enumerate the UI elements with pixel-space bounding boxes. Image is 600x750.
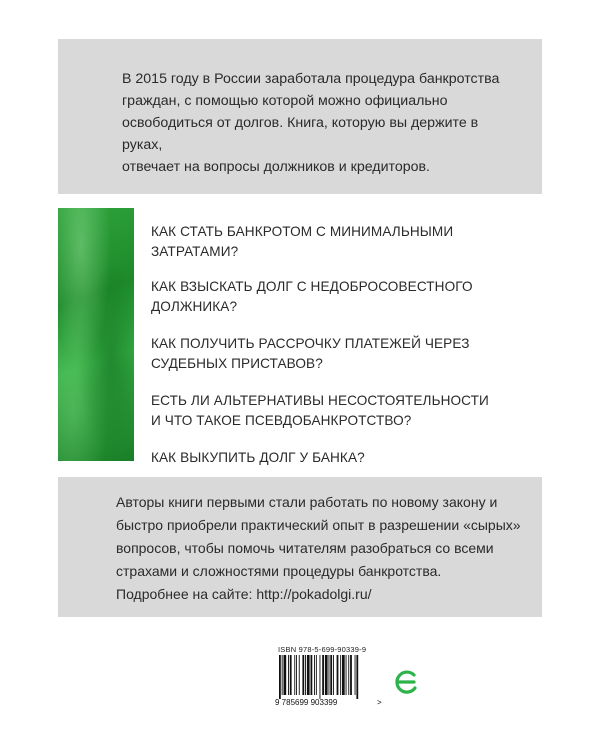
barcode-bar xyxy=(325,655,328,695)
barcode-bar xyxy=(340,655,341,695)
annotation-line: отвечает на вопросы должников и кредиторов. xyxy=(122,159,431,175)
green-decorative-strip xyxy=(58,208,134,461)
barcode-bar xyxy=(346,655,347,695)
question-line: И ЧТО ТАКОЕ ПСЕВДОБАНКРОТСТВО? xyxy=(151,413,412,428)
barcode-bar xyxy=(296,655,297,695)
barcode-bar xyxy=(288,655,289,695)
barcode-bar xyxy=(329,655,330,695)
authors-line: страхами и сложностями процедуры банкротства. xyxy=(116,563,442,579)
barcode xyxy=(273,655,385,707)
barcode-bar xyxy=(348,655,349,695)
question-line: ДОЛЖНИКА? xyxy=(151,299,238,314)
barcode-digits: 9 785699 903399 xyxy=(275,698,338,707)
barcode-bar xyxy=(330,655,332,695)
barcode-bar xyxy=(355,655,356,695)
question-item xyxy=(151,277,531,317)
eksmo-logo-icon xyxy=(393,669,419,695)
question-item xyxy=(151,222,531,262)
barcode-bar xyxy=(350,655,352,695)
barcode-bar xyxy=(294,655,295,695)
questions-list xyxy=(151,222,531,485)
barcode-bar xyxy=(284,655,287,695)
barcode-bar xyxy=(299,655,300,695)
barcode-bar xyxy=(282,655,283,695)
question-line: ЕСТЬ ЛИ АЛЬТЕРНАТИВЫ НЕСОСТОЯТЕЛЬНОСТИ xyxy=(151,393,489,408)
question-line: СУДЕБНЫХ ПРИСТАВОВ? xyxy=(151,356,323,371)
authors-box xyxy=(58,477,542,617)
barcode-bar xyxy=(314,655,315,695)
question-line: КАК ВЫКУПИТЬ ДОЛГ У БАНКА? xyxy=(151,450,365,465)
barcode-bar xyxy=(302,655,304,695)
barcode-bar xyxy=(290,655,292,695)
annotation-line: В 2015 году в России заработала процедура банкротства xyxy=(122,71,500,87)
annotation-top-box xyxy=(58,39,542,194)
barcode-bar xyxy=(316,655,317,695)
barcode-bar xyxy=(333,655,334,695)
question-item xyxy=(151,334,531,374)
authors-line: быстро приобрели практический опыт в разрешении «сырых» xyxy=(116,517,521,533)
annotation-top-text xyxy=(122,68,522,178)
isbn-label: ISBN 978-5-699-90339-9 xyxy=(278,645,367,654)
barcode-arrow: > xyxy=(377,698,382,707)
barcode-bar xyxy=(279,655,281,699)
authors-line: Авторы книги первыми стали работать по новому закону и xyxy=(116,494,498,510)
barcode-bar xyxy=(311,655,313,695)
barcode-bar xyxy=(322,655,324,695)
question-line: КАК ПОЛУЧИТЬ РАССРОЧКУ ПЛАТЕЖЕЙ ЧЕРЕЗ xyxy=(151,336,470,351)
barcode-bar xyxy=(337,655,339,695)
authors-line: вопросов, чтобы помочь читателям разобраться со всеми xyxy=(116,540,494,556)
website-line: Подробнее на сайте: http://pokadolgi.ru/ xyxy=(116,586,372,602)
question-line: КАК СТАТЬ БАНКРОТОМ С МИНИМАЛЬНЫМИ ЗАТРАТАМИ? xyxy=(151,224,454,259)
authors-text xyxy=(116,491,526,606)
barcode-bar xyxy=(305,655,306,695)
annotation-line: освободиться от долгов. Книга, которую вы держите в руках, xyxy=(122,115,479,153)
barcode-bar xyxy=(356,655,358,699)
question-item xyxy=(151,448,531,468)
question-item xyxy=(151,391,531,431)
question-line: КАК ВЗЫСКАТЬ ДОЛГ С НЕДОБРОСОВЕСТНОГО xyxy=(151,279,473,294)
barcode-bar xyxy=(320,655,321,699)
annotation-line: граждан, с помощью которой можно официально xyxy=(122,93,448,109)
barcode-bar xyxy=(342,655,345,695)
barcode-bar xyxy=(307,655,310,695)
